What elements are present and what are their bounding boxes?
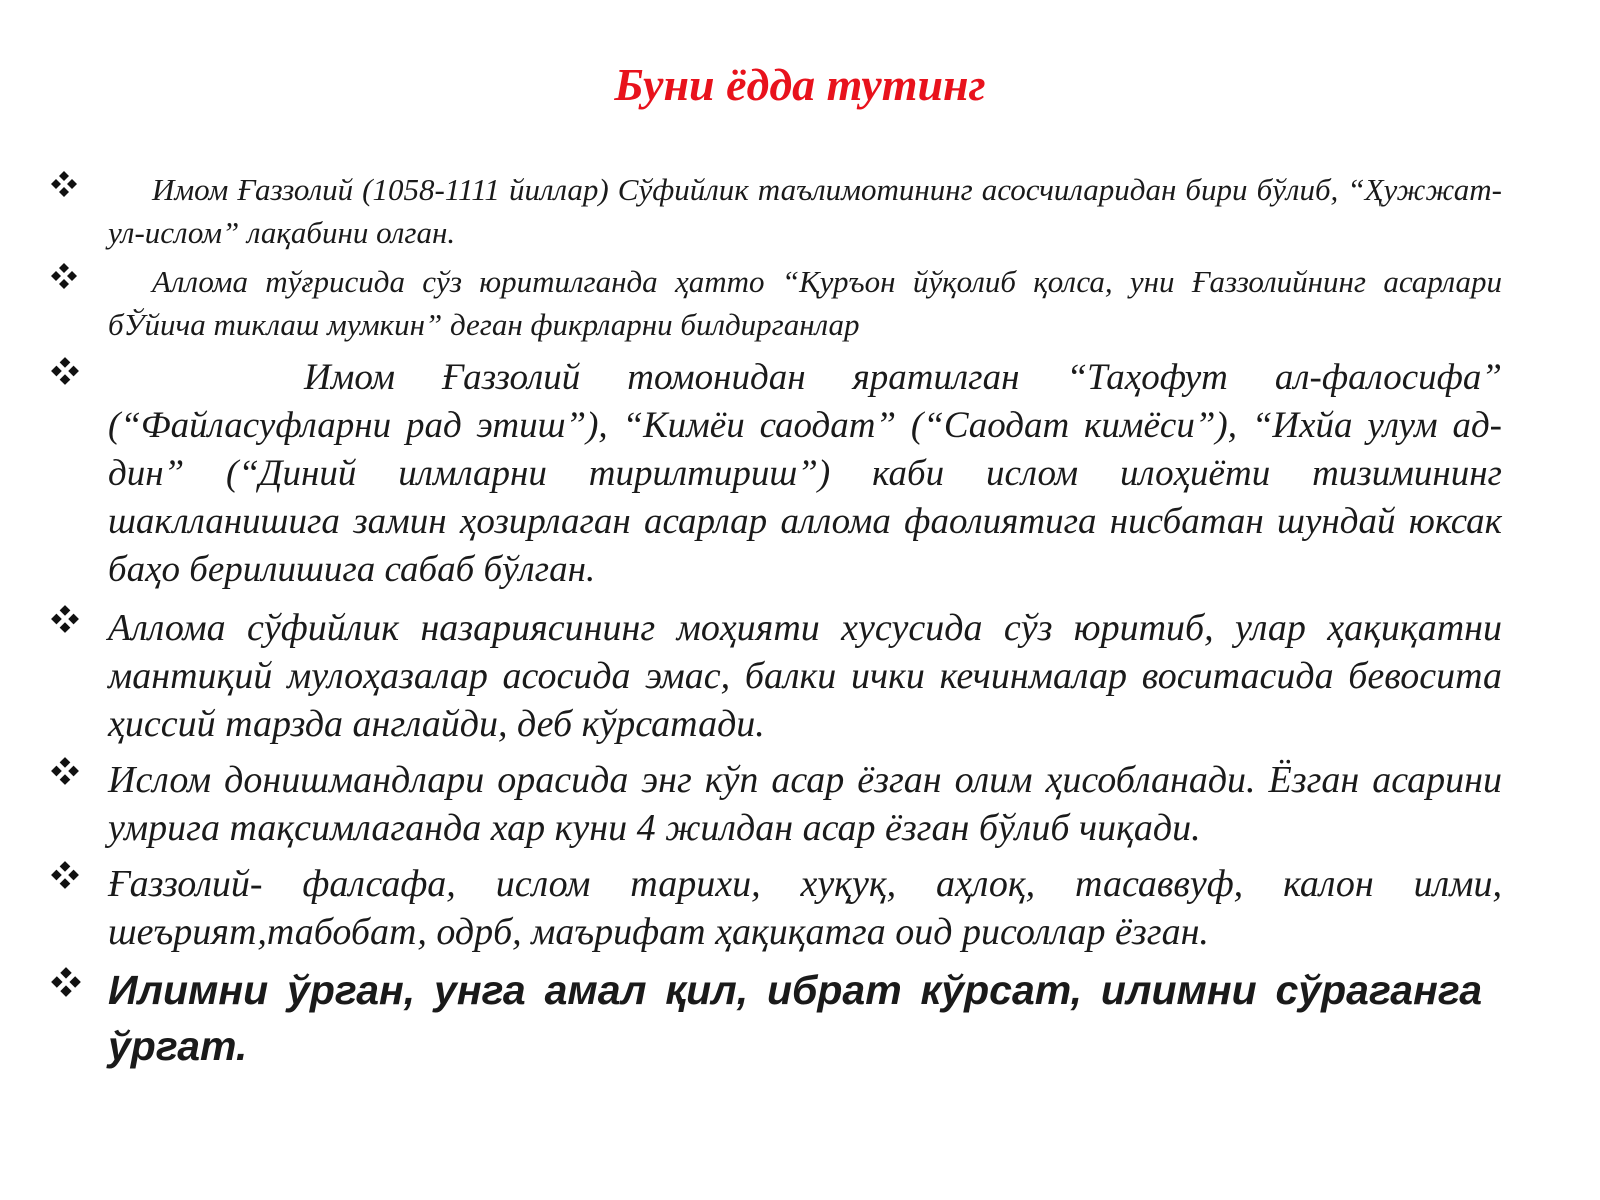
bullet-text: Аллома тўғрисида сўз юритилганда ҳатто “Қуръон йўқолиб қолса, уни Ғаззолийнинг асарлари бЎйича тиклаш мумкин” деган фикрларни билдирганлар [108, 264, 1502, 342]
four-diamond-icon [50, 170, 80, 200]
four-diamond-icon [50, 860, 80, 890]
bullet-text: Имом Ғаззолий (1058-1111 йиллар) Сўфийлик таълимотининг асосчиларидан бири бўлиб, “Ҳужжат-ул-ислом” лақабини олган. [108, 172, 1502, 250]
four-diamond-icon [50, 604, 80, 634]
bullet-text: Ислом донишмандлари орасида энг кўп асар ёзган олим ҳисобланади. Ёзган асарини умрига тақсимлаганда хар куни 4 жилдан асар ёзган бўлиб чиқади. [108, 759, 1502, 849]
four-diamond-icon [50, 262, 80, 292]
bullet-text-emphasis: Илимни ўрган, унга амал қил, ибрат кўрсат, илимни сўраганга ўргат. [108, 967, 1482, 1069]
bullet-text: Ғаззолий- фалсафа, ислом тарихи, хуқуқ, аҳлоқ, тасаввуф, калон илми, шеърият,табобат, одрб, маърифат ҳақиқатга оид рисоллар ёзган. [108, 863, 1502, 953]
four-diamond-icon [50, 356, 80, 386]
bullet-text: Имом Ғаззолий томонидан яратилган “Таҳофут ал-фалосифа” (“Файласуфларни рад этиш”), “Кимёи саодат” (“Саодат кимёси”), “Ихйа улум ад-дин” (“Диний илмларни тирилтириш”) каби ислом илоҳиёти тизимининг шаклланишига замин ҳозирлаган асарлар аллома фаолиятига нисбатан шундай юксак баҳо берилишига сабаб бўлган. [108, 357, 1502, 590]
bullet-text: Аллома сўфийлик назариясининг моҳияти хусусида сўз юритиб, улар ҳақиқатни мантиқий мулоҳазалар асосида эмас, балки ички кечинмалар воситасида бевосита ҳиссий тарзда англайди, деб кўрсатади. [108, 607, 1502, 745]
slide-title: Буни ёдда тутинг [614, 59, 986, 110]
four-diamond-icon [50, 966, 80, 996]
four-diamond-icon [50, 756, 80, 786]
